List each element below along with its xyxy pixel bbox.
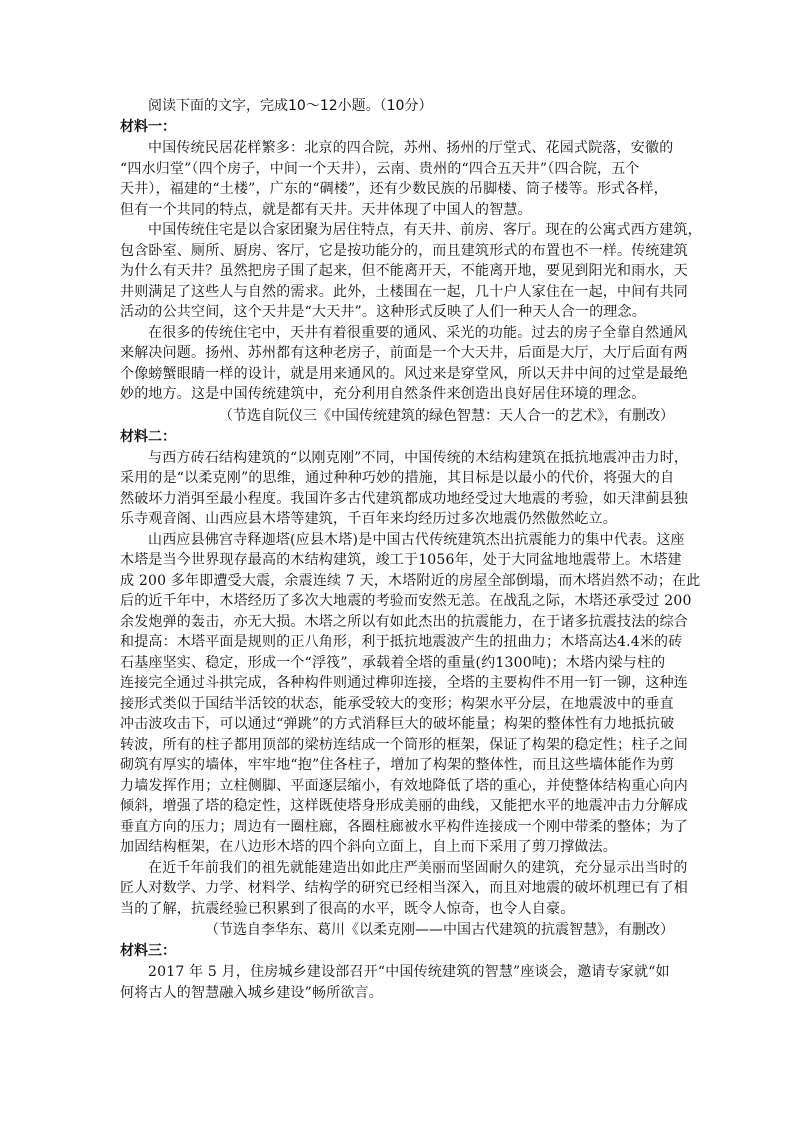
text-line: 中国传统民居花样繁多：北京的四合院，苏州、扬州的厅堂式、花园式院落，安徽的: [148, 140, 674, 156]
text-line: 接形式类似于国结半活铰的状态，能承受较大的变形；构架水平分层，在地震波中的垂直: [120, 695, 674, 712]
text-line: 匠人对数学、力学、材料学、结构学的研究已经相当深入，而且对地震的破坏机理已有了相: [120, 880, 688, 896]
text-line: 来解决问题。扬州、苏州都有这种老房子，前面是一个大天井，后面是大厅，大厅后面有两: [120, 345, 688, 361]
material-2-title: 材料二：: [120, 428, 176, 445]
reading-instruction: 阅读下面的文字，完成10～12小题。（10分）: [148, 98, 433, 114]
text-line: 垂直方向的压力；周边有一圈柱廊，各圈柱廊被水平构件连接成一个刚中带柔的整体；为了: [120, 818, 688, 835]
text-line: 力墙发挥作用；立柱侧脚、平面逐层缩小，有效地降低了塔的重心，并使整体结构重心向内: [120, 777, 688, 794]
text-line: 倾斜，增强了塔的稳定性，这样既使塔身形成美丽的曲线，又能把水平的地震冲击力分解成: [120, 798, 688, 814]
text-line: 后的近千年中，木塔经历了多次大地震的考验而安然无恙。在战乱之际，木塔还承受过 200: [120, 593, 692, 609]
text-line: “四水归堂”（四个房子，中间一个天井），云南、贵州的“四合五天井”（四合院，五个: [120, 160, 640, 177]
material-1-title: 材料一：: [120, 119, 176, 135]
text-line: 加固结构框架，在八边形木塔的四个斜向立面上，自上而下采用了剪刀撑做法。: [120, 839, 617, 855]
text-line: 与西方砖石结构建筑的“以刚克刚”不同，中国传统的木结构建筑在抵抗地震冲击力时，: [148, 449, 689, 466]
text-line: 为什么有天井？虽然把房子围了起来，但不能离开天，不能离开地，要见到阳光和雨水，天: [120, 263, 688, 279]
text-line: 连接完全通过斗拱完成，各种构件则通过榫卯连接，全塔的主要构件不用一钉一铆，这种连: [120, 675, 688, 691]
material-3-title: 材料三：: [120, 943, 176, 959]
text-line: 冲击波攻击下，可以通过“弹跳”的方式消释巨大的破坏能量；构架的整体性有力地抵抗破: [120, 716, 675, 732]
text-line: 中国传统住宅是以合家团聚为居住特点，有天井、前房、客厅。现在的公寓式西方建筑，: [148, 222, 702, 238]
text-line: 和提高：木塔平面是规则的正八角形，利于抵抗地震波产生的扭曲力；木塔高达4.4米的砖: [120, 634, 683, 650]
material-3-body: [120, 962, 680, 1003]
text-line: 当的了解，抗震经验已积累到了很高的水平，既令人惊奇，也令人自豪。: [120, 900, 575, 917]
text-line: 个像螃蟹眼睛一样的设计，就是用来通风的。风过来是穿堂风，所以天井中间的过堂是最绝: [120, 365, 688, 382]
material-1-source: （节选自阮仪三《中国传统建筑的绿色智慧：天人合一的艺术》，有删改）: [219, 407, 674, 424]
material-2-body: [120, 448, 701, 920]
text-line: 成 200 多年即遭受大震，余震连续 7 天，木塔附近的房屋全部倒塌，而木塔岿然不动；在此: [120, 572, 701, 589]
text-line: 井则满足了这些人与自然的需求。此外，土楼围在一起，几十户人家住在一起，中间有共同: [120, 283, 688, 300]
text-line: 活动的公共空间，这个天井是“大天井”。这种形式反映了人们一种天人合一的理念。: [120, 304, 646, 320]
text-line: 采用的是“以柔克刚”的思维，通过种种巧妙的措施，其目标是以最小的代价，将强大的自: [120, 470, 675, 486]
text-line: 山西应县佛宫寺释迦塔(应县木塔)是中国古代传统建筑杰出抗震能力的集中代表。这座: [148, 531, 685, 548]
text-line: 在很多的传统住宅中，天井有着很重要的通风、采光的功能。过去的房子全靠自然通风: [148, 324, 688, 341]
text-line: 砌筑有厚实的墙体，牢牢地“抱”住各柱子，增加了构架的整体性，而且这些墙体能作为剪: [120, 757, 675, 773]
document-page: [120, 96, 702, 1003]
text-line: 妙的地方。这是中国传统建筑中，充分利用自然条件来创造出良好居住环境的理念。: [120, 386, 646, 402]
text-line: 乐寺观音阁、山西应县木塔等建筑，千百年来均经历过多次地震仍然傲然屹立。: [120, 511, 617, 527]
text-line: 木塔是当今世界现存最高的木结构建筑，竣工于1056年，处于大同盆地地震带上。木塔建: [120, 552, 682, 568]
text-line: 天井），福建的“土楼”，广东的“碉楼”，还有少数民族的吊脚楼、筒子楼等。形式各样，: [120, 181, 668, 197]
text-line: 何将古人的智慧融入城乡建设”畅所欲言。: [120, 984, 383, 1001]
text-line: 然破坏力消弭至最小程度。我国许多古代建筑都成功地经受过大地震的考验，如天津蓟县独: [120, 490, 688, 507]
material-2-source: （节选自李华东、葛川《以柔克刚——中国古代建筑的抗震智慧》，有删改）: [205, 922, 674, 938]
text-line: 转波，所有的柱子都用顶部的梁枋连结成一个筒形的框架，保证了构架的稳定性；柱子之间: [120, 736, 688, 753]
text-line: 2017 年 5 月，住房城乡建设部召开“中国传统建筑的智慧”座谈会，邀请专家就“如: [148, 964, 670, 980]
text-line: 石基座坚实、稳定，形成一个“浮筏”，承载着全塔的重量(约1300吨)；木塔内梁与柱的: [120, 654, 666, 671]
text-line: 在近千年前我们的祖先就能建造出如此庄严美丽而坚固耐久的建筑，充分显示出当时的: [148, 859, 688, 876]
text-line: 余发炮弹的轰击，亦无大损。木塔之所以有如此杰出的抗震能力，在于诸多抗震技法的综合: [120, 613, 688, 630]
material-1-body: [120, 138, 702, 405]
text-line: 包含卧室、厕所、厨房、客厅，它是按功能分的，而且建筑形式的布置也不一样。传统建筑: [120, 242, 688, 259]
text-line: 但有一个共同的特点，就是都有天井。天井体现了中国人的智慧。: [120, 201, 532, 218]
